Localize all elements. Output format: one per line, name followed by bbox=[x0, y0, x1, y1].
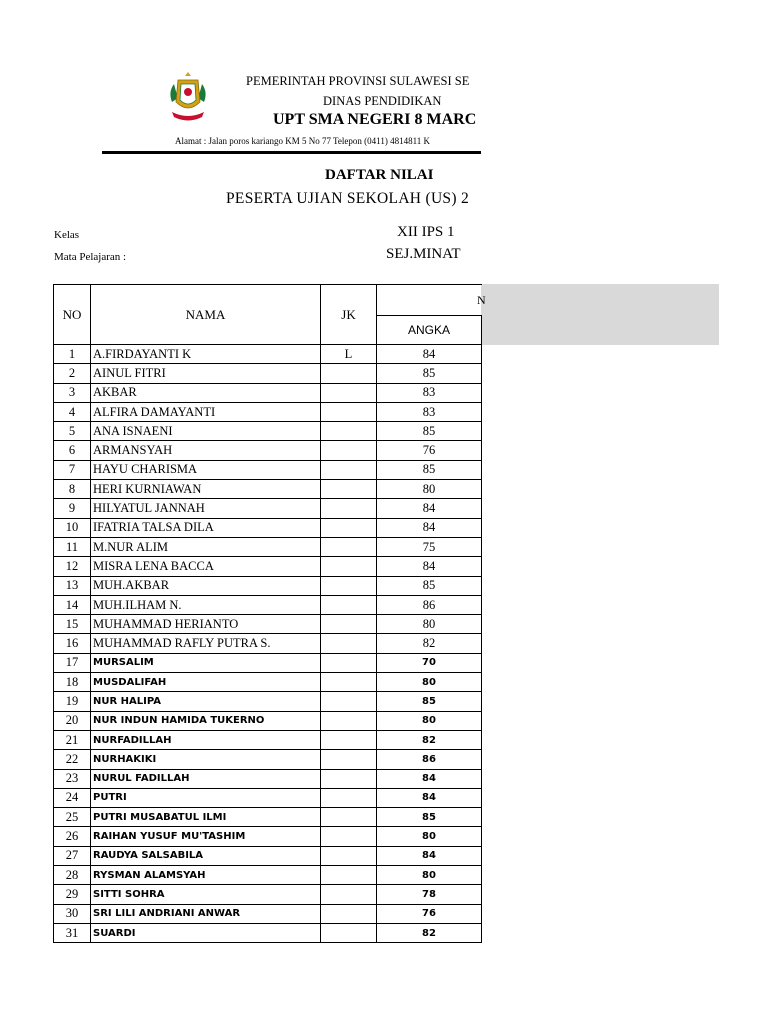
cell-no: 10 bbox=[54, 518, 91, 537]
cell-jk bbox=[321, 441, 377, 460]
cell-jk bbox=[321, 692, 377, 711]
cell-angka: 80 bbox=[377, 673, 482, 692]
cell-nama: RYSMAN ALAMSYAH bbox=[91, 866, 321, 885]
cell-nama: HAYU CHARISMA bbox=[91, 460, 321, 479]
table-row bbox=[54, 634, 482, 653]
cell-no: 5 bbox=[54, 422, 91, 441]
cell-nama: MURSALIM bbox=[91, 653, 321, 672]
table-row bbox=[54, 441, 482, 460]
cell-nama: HILYATUL JANNAH bbox=[91, 499, 321, 518]
cell-no: 14 bbox=[54, 595, 91, 614]
cell-angka: 84 bbox=[377, 345, 482, 364]
cell-nama: SRI LILI ANDRIANI ANWAR bbox=[91, 904, 321, 923]
cell-angka: 82 bbox=[377, 730, 482, 749]
cell-nama: NURFADILLAH bbox=[91, 730, 321, 749]
cell-jk bbox=[321, 422, 377, 441]
cell-no: 3 bbox=[54, 383, 91, 402]
table-row bbox=[54, 750, 482, 769]
cell-angka: 84 bbox=[377, 769, 482, 788]
cell-nama: AKBAR bbox=[91, 383, 321, 402]
cell-no: 15 bbox=[54, 615, 91, 634]
table-row bbox=[54, 866, 482, 885]
cell-no: 1 bbox=[54, 345, 91, 364]
cell-jk bbox=[321, 750, 377, 769]
col-header-no: NO bbox=[54, 285, 91, 345]
cell-angka: 82 bbox=[377, 923, 482, 942]
cell-nama: MUH.AKBAR bbox=[91, 576, 321, 595]
cell-jk: L bbox=[321, 345, 377, 364]
cell-nama: ANA ISNAENI bbox=[91, 422, 321, 441]
cell-nama: NURUL FADILLAH bbox=[91, 769, 321, 788]
cell-no: 29 bbox=[54, 885, 91, 904]
letterhead-school: UPT SMA NEGERI 8 MARC bbox=[273, 111, 477, 128]
cell-angka: 85 bbox=[377, 422, 482, 441]
mapel-label: Mata Pelajaran : bbox=[54, 251, 127, 263]
cell-jk bbox=[321, 364, 377, 383]
col-header-nama: NAMA bbox=[91, 285, 321, 345]
cell-no: 21 bbox=[54, 730, 91, 749]
cell-jk bbox=[321, 595, 377, 614]
cell-no: 7 bbox=[54, 460, 91, 479]
cell-nama: ALFIRA DAMAYANTI bbox=[91, 402, 321, 421]
letterhead-department: DINAS PENDIDIKAN bbox=[323, 94, 442, 108]
cell-no: 8 bbox=[54, 480, 91, 499]
cell-jk bbox=[321, 537, 377, 556]
cell-angka: 83 bbox=[377, 383, 482, 402]
cell-no: 19 bbox=[54, 692, 91, 711]
cell-nama: PUTRI MUSABATUL ILMI bbox=[91, 808, 321, 827]
letterhead-address: Alamat : Jalan poros kariango KM 5 No 77 Telepon (0411) 4814811 K bbox=[175, 136, 430, 146]
table-row bbox=[54, 364, 482, 383]
cell-jk bbox=[321, 402, 377, 421]
table-row bbox=[54, 808, 482, 827]
cell-no: 18 bbox=[54, 673, 91, 692]
table-row bbox=[54, 653, 482, 672]
document-title bbox=[0, 0, 481, 220]
cell-angka: 85 bbox=[377, 576, 482, 595]
table-row bbox=[54, 904, 482, 923]
cell-jk bbox=[321, 499, 377, 518]
table-row bbox=[54, 692, 482, 711]
table-row bbox=[54, 383, 482, 402]
title-sub: PESERTA UJIAN SEKOLAH (US) 2 bbox=[226, 190, 470, 207]
cell-jk bbox=[321, 557, 377, 576]
cell-jk bbox=[321, 846, 377, 865]
cell-angka: 85 bbox=[377, 808, 482, 827]
cell-jk bbox=[321, 653, 377, 672]
table-row bbox=[54, 788, 482, 807]
cell-jk bbox=[321, 711, 377, 730]
table-row bbox=[54, 499, 482, 518]
table-row bbox=[54, 846, 482, 865]
table-row bbox=[54, 557, 482, 576]
col-header-jk: JK bbox=[321, 285, 377, 345]
cell-angka: 80 bbox=[377, 711, 482, 730]
letterhead-government: PEMERINTAH PROVINSI SULAWESI SE bbox=[246, 74, 470, 88]
cell-angka: 80 bbox=[377, 615, 482, 634]
cell-angka: 86 bbox=[377, 750, 482, 769]
col-header-nilai: N bbox=[377, 285, 482, 316]
grades-table bbox=[53, 284, 486, 943]
cell-nama: ARMANSYAH bbox=[91, 441, 321, 460]
table-row bbox=[54, 730, 482, 749]
table-row bbox=[54, 345, 482, 364]
cell-jk bbox=[321, 615, 377, 634]
cell-no: 16 bbox=[54, 634, 91, 653]
cell-angka: 80 bbox=[377, 827, 482, 846]
kelas-value: XII IPS 1 bbox=[397, 224, 455, 240]
cell-jk bbox=[321, 808, 377, 827]
cell-jk bbox=[321, 788, 377, 807]
cell-nama: MUH.ILHAM N. bbox=[91, 595, 321, 614]
cell-angka: 85 bbox=[377, 460, 482, 479]
cell-angka: 80 bbox=[377, 866, 482, 885]
cell-no: 12 bbox=[54, 557, 91, 576]
cell-no: 17 bbox=[54, 653, 91, 672]
cell-nama: SUARDI bbox=[91, 923, 321, 942]
cell-nama: RAIHAN YUSUF MU'TASHIM bbox=[91, 827, 321, 846]
cell-nama: MUSDALIFAH bbox=[91, 673, 321, 692]
cell-no: 25 bbox=[54, 808, 91, 827]
cell-angka: 82 bbox=[377, 634, 482, 653]
table-row bbox=[54, 576, 482, 595]
cell-angka: 84 bbox=[377, 499, 482, 518]
table-row bbox=[54, 422, 482, 441]
kelas-label: Kelas bbox=[54, 229, 80, 241]
cell-angka: 80 bbox=[377, 480, 482, 499]
cell-angka: 76 bbox=[377, 904, 482, 923]
cell-no: 28 bbox=[54, 866, 91, 885]
cell-nama: MUHAMMAD RAFLY PUTRA S. bbox=[91, 634, 321, 653]
cell-jk bbox=[321, 383, 377, 402]
cell-jk bbox=[321, 518, 377, 537]
cell-no: 11 bbox=[54, 537, 91, 556]
cell-nama: SITTI SOHRA bbox=[91, 885, 321, 904]
table-row bbox=[54, 595, 482, 614]
cell-nama: NUR HALIPA bbox=[91, 692, 321, 711]
cell-angka: 76 bbox=[377, 441, 482, 460]
cell-angka: 83 bbox=[377, 402, 482, 421]
table-row bbox=[54, 460, 482, 479]
cell-angka: 85 bbox=[377, 364, 482, 383]
col-header-angka: ANGKA bbox=[377, 316, 482, 345]
table-row bbox=[54, 885, 482, 904]
table-row bbox=[54, 537, 482, 556]
mapel-value: SEJ.MINAT bbox=[386, 246, 461, 262]
cell-nama: IFATRIA TALSA DILA bbox=[91, 518, 321, 537]
cell-jk bbox=[321, 885, 377, 904]
cell-jk bbox=[321, 923, 377, 942]
table-row bbox=[54, 480, 482, 499]
cell-jk bbox=[321, 460, 377, 479]
cell-nama: NUR INDUN HAMIDA TUKERNO bbox=[91, 711, 321, 730]
cell-angka: 84 bbox=[377, 846, 482, 865]
cell-angka: 84 bbox=[377, 788, 482, 807]
cell-no: 31 bbox=[54, 923, 91, 942]
cell-angka: 75 bbox=[377, 537, 482, 556]
cell-angka: 84 bbox=[377, 557, 482, 576]
cell-angka: 85 bbox=[377, 692, 482, 711]
cell-no: 27 bbox=[54, 846, 91, 865]
cell-angka: 84 bbox=[377, 518, 482, 537]
title-main: DAFTAR NILAI bbox=[325, 167, 434, 183]
cell-no: 6 bbox=[54, 441, 91, 460]
cell-jk bbox=[321, 576, 377, 595]
cell-nama: M.NUR ALIM bbox=[91, 537, 321, 556]
cell-no: 13 bbox=[54, 576, 91, 595]
table-row bbox=[54, 402, 482, 421]
cell-no: 26 bbox=[54, 827, 91, 846]
nilai-header-extension bbox=[481, 284, 719, 345]
cell-jk bbox=[321, 730, 377, 749]
cell-nama: RAUDYA SALSABILA bbox=[91, 846, 321, 865]
cell-no: 2 bbox=[54, 364, 91, 383]
cell-nama: MUHAMMAD HERIANTO bbox=[91, 615, 321, 634]
table-row bbox=[54, 518, 482, 537]
cell-no: 20 bbox=[54, 711, 91, 730]
cell-jk bbox=[321, 904, 377, 923]
table-row bbox=[54, 615, 482, 634]
cell-jk bbox=[321, 827, 377, 846]
cell-jk bbox=[321, 769, 377, 788]
cell-nama: MISRA LENA BACCA bbox=[91, 557, 321, 576]
cell-no: 9 bbox=[54, 499, 91, 518]
table-row bbox=[54, 711, 482, 730]
cell-no: 24 bbox=[54, 788, 91, 807]
cell-jk bbox=[321, 634, 377, 653]
cell-jk bbox=[321, 480, 377, 499]
cell-angka: 78 bbox=[377, 885, 482, 904]
cell-no: 30 bbox=[54, 904, 91, 923]
cell-angka: 86 bbox=[377, 595, 482, 614]
table-row bbox=[54, 827, 482, 846]
cell-jk bbox=[321, 673, 377, 692]
cell-angka: 70 bbox=[377, 653, 482, 672]
cell-nama: A.FIRDAYANTI K bbox=[91, 345, 321, 364]
cell-no: 22 bbox=[54, 750, 91, 769]
table-row bbox=[54, 923, 482, 942]
table-row bbox=[54, 769, 482, 788]
cell-no: 4 bbox=[54, 402, 91, 421]
cell-no: 23 bbox=[54, 769, 91, 788]
cell-nama: HERI KURNIAWAN bbox=[91, 480, 321, 499]
cell-nama: NURHAKIKI bbox=[91, 750, 321, 769]
cell-nama: PUTRI bbox=[91, 788, 321, 807]
table-row bbox=[54, 673, 482, 692]
cell-nama: AINUL FITRI bbox=[91, 364, 321, 383]
cell-jk bbox=[321, 866, 377, 885]
